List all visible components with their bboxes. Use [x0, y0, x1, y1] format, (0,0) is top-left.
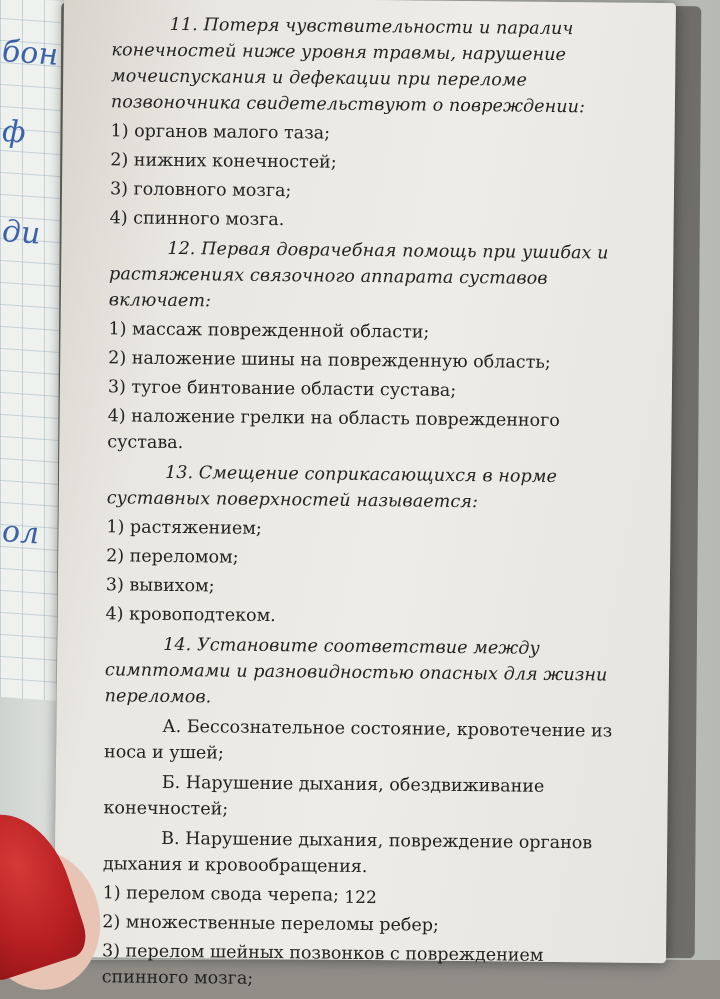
- handwriting-scribble: ол: [2, 513, 40, 552]
- page-number: 122: [344, 887, 377, 909]
- q11-option-3: 3) головного мозга;: [109, 179, 292, 202]
- q12-option-3: 3) тугое бинтование области сустава;: [107, 377, 457, 401]
- handwriting-scribble: ф: [2, 113, 26, 151]
- q13-option-2: 2) переломом;: [106, 546, 239, 568]
- q12-option-4: 4) наложение грелки на область поврежденного сустава.: [107, 406, 560, 454]
- q11-option-4: 4) спинного мозга.: [109, 208, 285, 231]
- q13-option-4: 4) кровоподтеком.: [105, 604, 276, 627]
- q11-option-1: 1) органов малого таза;: [110, 121, 331, 144]
- page-text: [102, 11, 632, 995]
- handwriting-scribble: ди: [2, 213, 41, 252]
- q11-option-2: 2) нижних конечностей;: [110, 150, 337, 173]
- q14-option-1: 1) перелом свода черепа;: [102, 883, 340, 906]
- handwriting-scribble: бон: [2, 33, 59, 73]
- book-page: [54, 0, 676, 989]
- question-11: 11. Потеря чувствительности и паралич конечностей ниже уровня травмы, нарушение мочеиспускания и дефекации при переломе позвоночника свидетельствуют о повреждении:: [110, 14, 586, 118]
- q13-option-3: 3) вывихом;: [105, 575, 215, 597]
- question-12: 12. Первая доврачебная помощь при ушибах и растяжениях связочного аппарата суставов включает:: [108, 238, 609, 312]
- q12-option-2: 2) наложение шины на поврежденную область;: [108, 348, 551, 373]
- q14-item-c: В. Нарушение дыхания, повреждение органов дыхания и кровообращения.: [102, 828, 593, 878]
- question-14: 14. Установите соответствие между симптомами и разновидностью опасных для жизни переломов.: [104, 634, 608, 708]
- q14-item-a: А. Бессознательное состояние, кровотечение из носа и ушей;: [104, 716, 613, 764]
- q12-option-1: 1) массаж поврежденной области;: [108, 319, 430, 343]
- q13-option-1: 1) растяжением;: [106, 517, 262, 539]
- question-13: 13. Смещение соприкасающихся в норме суставных поверхностей называется:: [106, 462, 558, 513]
- q14-option-3: 3) перелом шейных позвонков с повреждением спинного мозга;: [101, 941, 544, 989]
- q14-item-b: Б. Нарушение дыхания, обездвиживание конечностей;: [103, 772, 545, 820]
- q14-option-2: 2) множественные переломы ребер;: [102, 912, 439, 936]
